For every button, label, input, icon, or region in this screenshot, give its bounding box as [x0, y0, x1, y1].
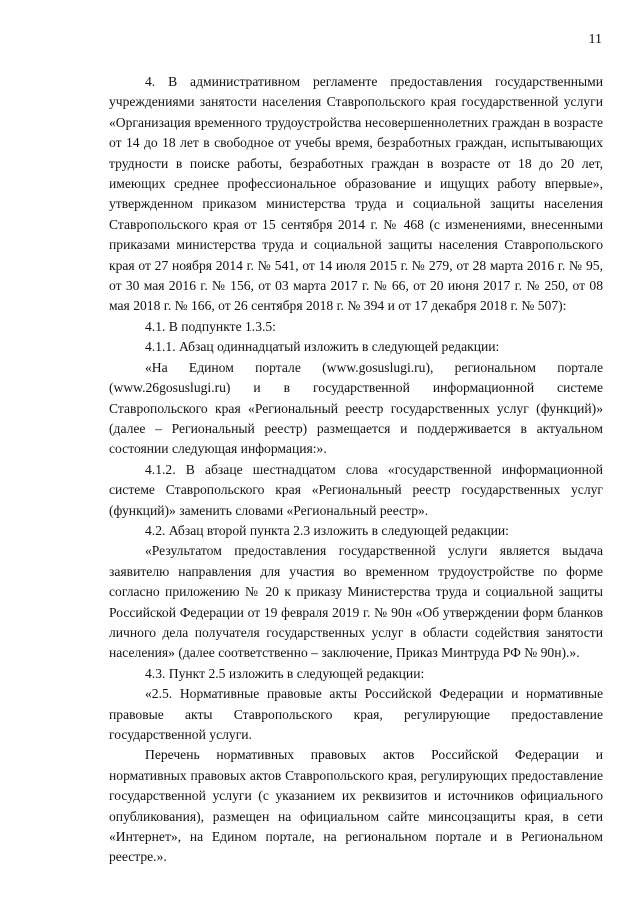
- paragraph-4-2: 4.2. Абзац второй пункта 2.3 изложить в следующей редакции:: [145, 522, 509, 538]
- paragraph-2-5-list: Перечень нормативных правовых актов Российской Федерации и нормативных правовых актов Ставропольского края, регулирующих предоставление государственной услуги (с указанием их реквизитов и источников официального опубликования), размещен на официальном сайте минсоцзащиты края, в сети «Интернет», на Едином портале, на региональном портале и в Региональном реестре.».: [109, 747, 603, 865]
- paragraph-4-intro: 4. В административном регламенте предоставления государственными учреждениями занятости населения Ставропольского края государственной услуги «Организация временного трудоустройства несовершеннолетних граждан в возрасте от 14 до 18 лет в свободное от учебы время, безработных граждан, испытывающих трудности в поиске работы, безработных граждан в возрасте от 18 до 20 лет, имеющих среднее профессиональное образование и ищущих работу впервые», утвержденном приказом министерства труда и социальной защиты населения Ставропольского края от 15 сентября 2014 г. № 468 (с изменениями, внесенными приказами министерства труда и социальной защиты населения Ставропольского края от 27 ноября 2014 г. № 541, от 14 июля 2015 г. № 279, от 28 марта 2016 г. № 95, от 30 мая 2016 г. № 156, от 03 марта 2017 г. № 66, от 20 июня 2017 г. № 250, от 08 мая 2018 г. № 166, от 26 сентября 2018 г. № 394 и от 17 декабря 2018 г. № 507):: [109, 74, 603, 314]
- paragraph-4-1-2: 4.1.2. В абзаце шестнадцатом слова «государственной информационной системе Ставропольского края «Региональный реестр государственных услуг (функций)» заменить словами «Региональный реестр».: [109, 461, 603, 518]
- paragraph-4-2-text: «Результатом предоставления государственной услуги является выдача заявителю направления для участия во временном трудоустройстве по форме согласно приложению № 20 к приказу Министерства труда и социальной защиты Российской Федерации от 19 февраля 2019 г. № 90н «Об утверждении форм бланков личного дела получателя государственных услуг в области содействия занятости населения» (далее соответственно – заключение, Приказ Минтруда РФ № 90н).».: [109, 543, 603, 661]
- paragraph-4-1: 4.1. В подпункте 1.3.5:: [145, 318, 276, 334]
- paragraph-4-1-1: 4.1.1. Абзац одиннадцатый изложить в следующей редакции:: [145, 339, 500, 355]
- paragraph-2-5-text: «2.5. Нормативные правовые акты Российской Федерации и нормативные правовые акты Ставропольского края, регулирующие предоставление государственной услуги.: [109, 686, 603, 742]
- page-number: 11: [588, 32, 602, 47]
- paragraph-4-1-1-text: «На Едином портале (www.gosuslugi.ru), региональном портале (www.26gosuslugi.ru) и в государственной информационной системе Ставропольского края «Региональный реестр государственных услуг (функций)» (далее – Региональный реестр) размещается и поддерживается в актуальном состоянии следующая информация:».: [109, 359, 603, 457]
- paragraph-4-3: 4.3. Пункт 2.5 изложить в следующей редакции:: [145, 665, 425, 681]
- document-body: [109, 72, 603, 868]
